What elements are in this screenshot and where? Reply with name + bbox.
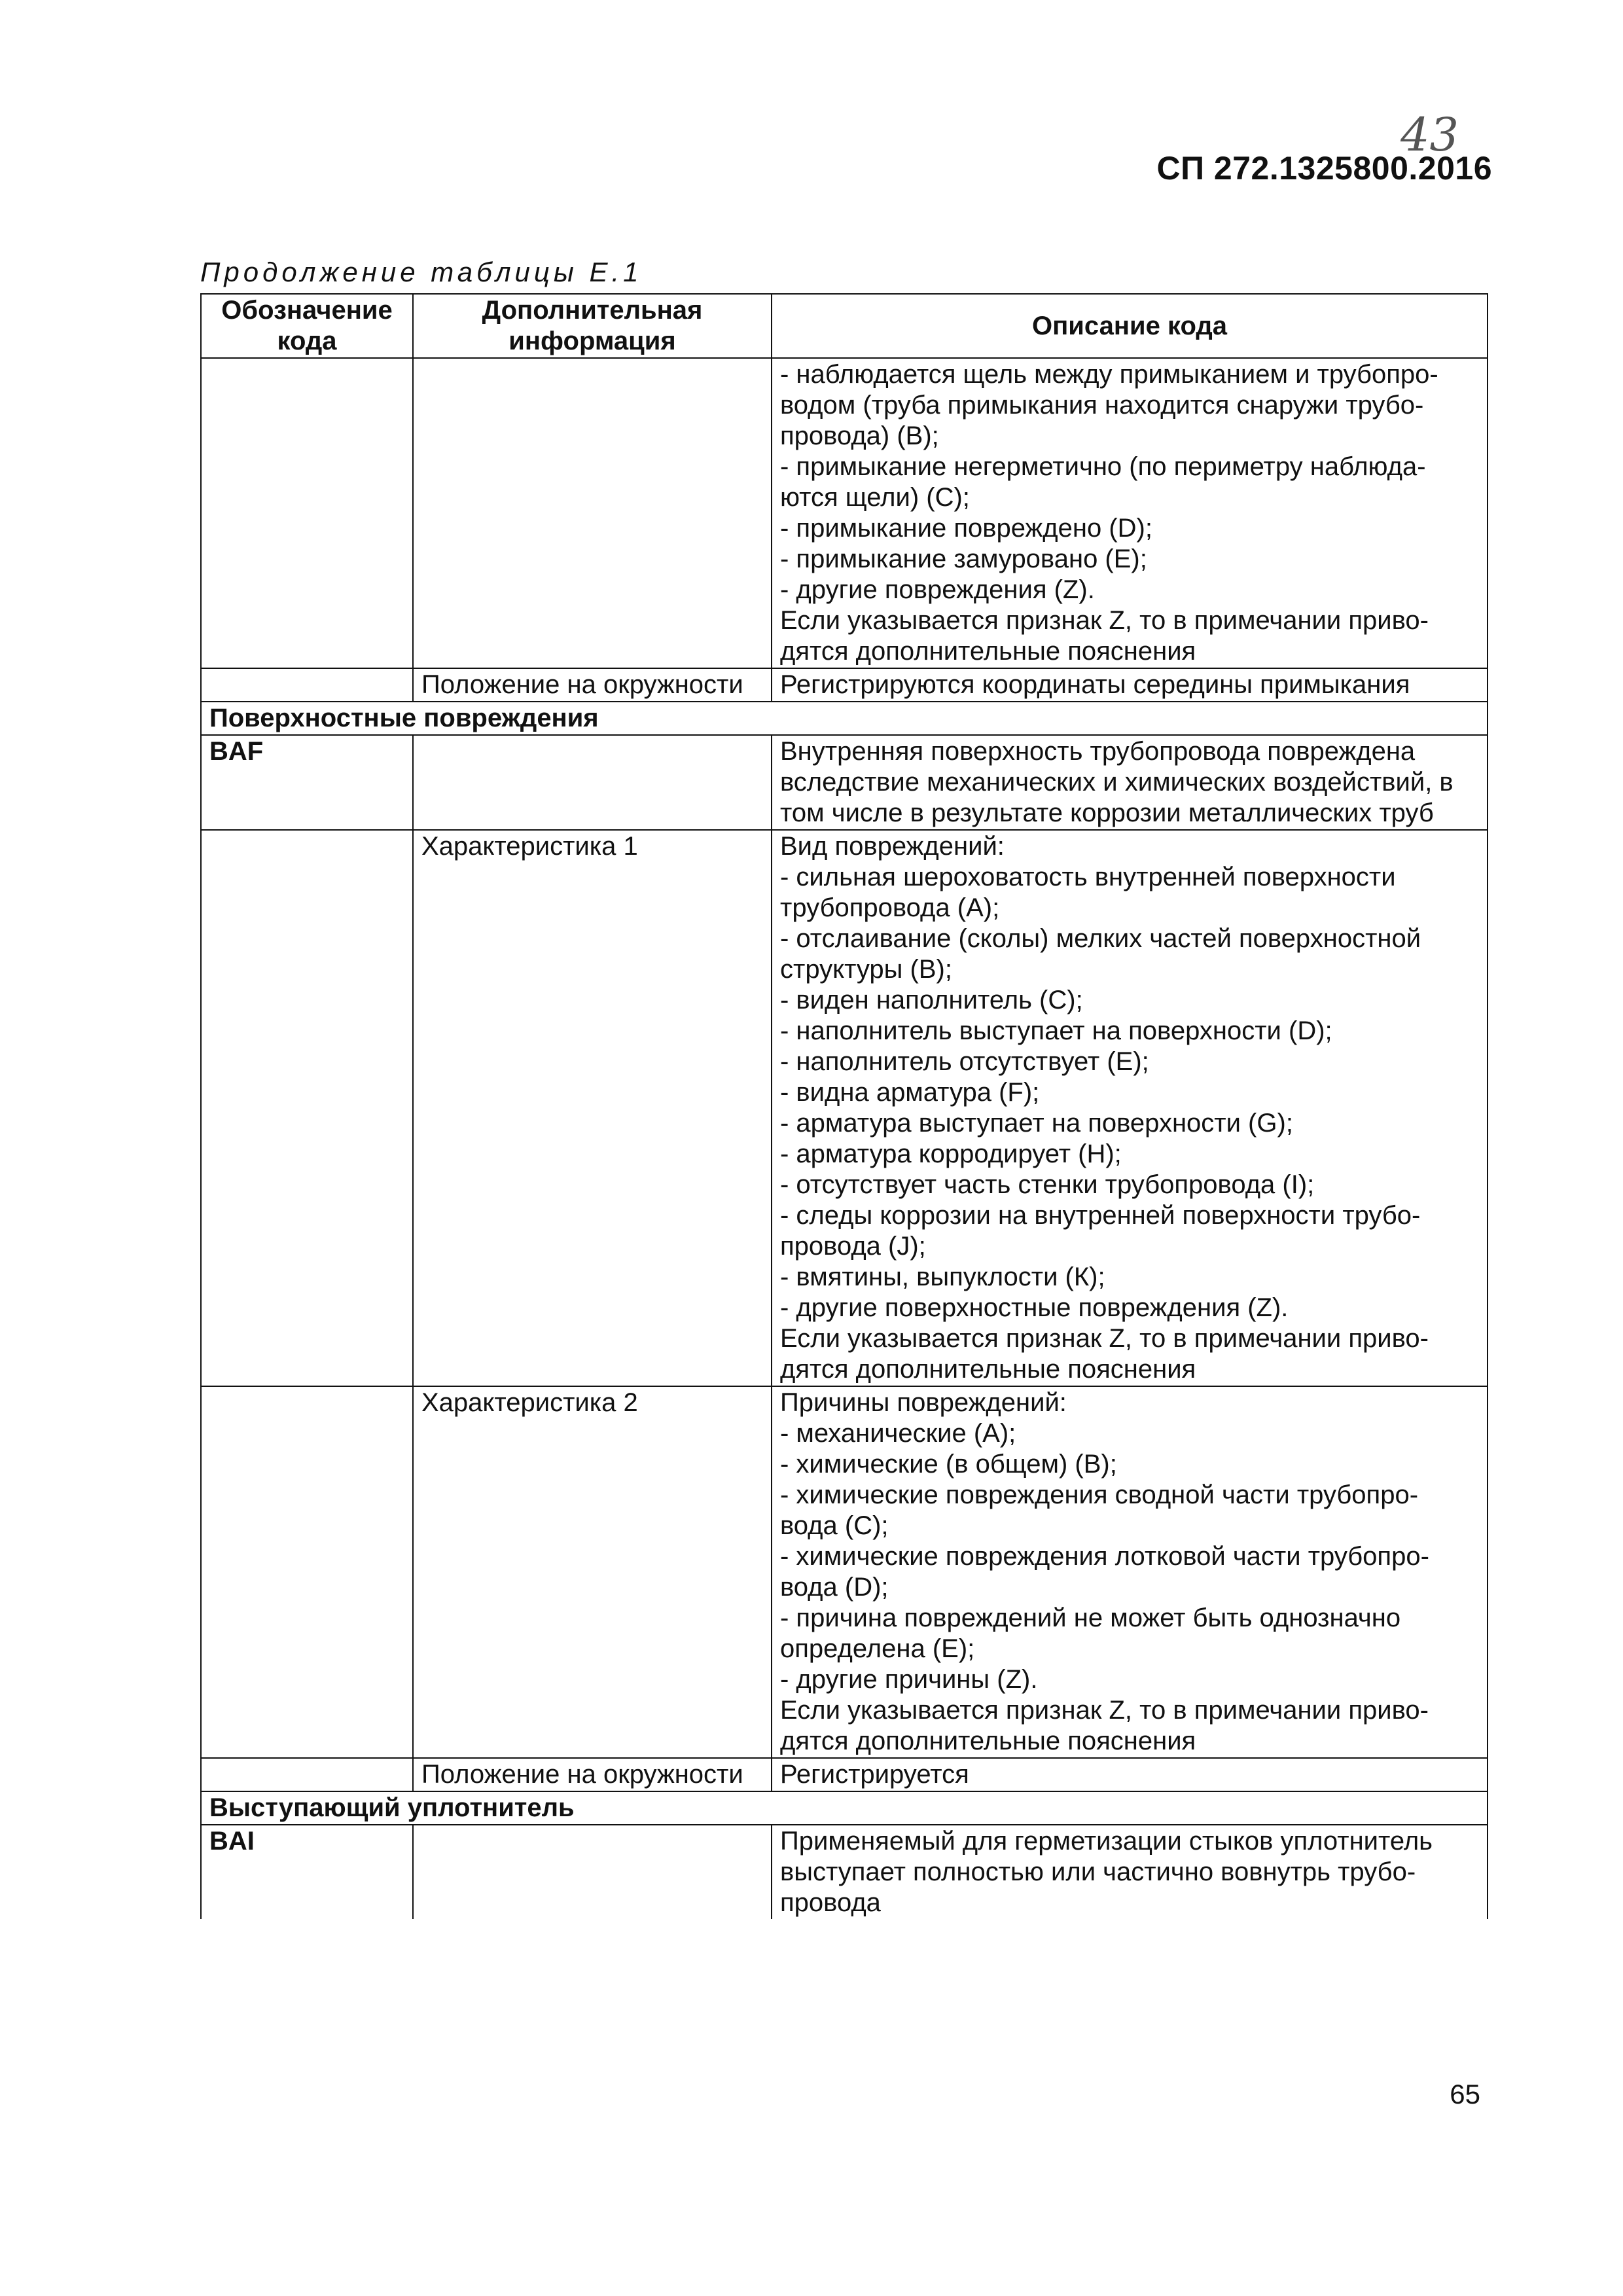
header-extra-line: Дополнительная [482, 296, 703, 325]
description-cell [772, 1386, 1488, 1758]
table-row-characteristic-1 [201, 830, 1488, 1386]
description-line: - механические (А); [780, 1419, 1016, 1448]
section-title: Выступающий уплотнитель [201, 1791, 1488, 1825]
codes-table [200, 293, 1488, 1919]
description-line: структуры (В); [780, 955, 952, 984]
description-line: - арматура корродирует (Н); [780, 1139, 1122, 1168]
table-row-position [201, 1758, 1488, 1791]
document-code: СП 272.1325800.2016 [1156, 150, 1492, 187]
description-line: дятся дополнительные пояснения [780, 1355, 1196, 1384]
description-cell [772, 358, 1488, 668]
description-cell: Регистрируется [772, 1758, 1488, 1791]
code-cell [201, 1758, 413, 1791]
description-line: Причины повреждений: [780, 1388, 1067, 1417]
table-row-characteristic-2 [201, 1386, 1488, 1758]
description-line: выступает полностью или частично вовнутрь трубо- [780, 1857, 1416, 1886]
table-row-baf [201, 735, 1488, 830]
header-extra-info [413, 294, 772, 358]
description-line: провода) (В); [780, 422, 939, 450]
description-line: - другие поверхностные повреждения (Z). [780, 1293, 1289, 1322]
description-cell: Регистрируются координаты середины примыкания [772, 668, 1488, 702]
description-line: - другие причины (Z). [780, 1665, 1038, 1694]
code-cell [201, 830, 413, 1386]
table-caption: Продолжение таблицы Е.1 [200, 257, 643, 287]
description-line: вследствие механических и химических воздействий, в [780, 768, 1454, 797]
description-line: определена (Е); [780, 1634, 975, 1663]
description-line: вода (D); [780, 1573, 889, 1602]
code-cell: BAF [201, 735, 413, 830]
description-line: - химические повреждения лотковой части трубопро- [780, 1542, 1429, 1571]
header-code-line: кода [277, 327, 337, 355]
description-line: - наблюдается щель между примыканием и трубопро- [780, 360, 1438, 389]
table-row-continued [201, 358, 1488, 668]
description-line: - видна арматура (F); [780, 1078, 1040, 1107]
description-line: - примыкание замуровано (Е); [780, 545, 1147, 573]
description-line: - примыкание повреждено (D); [780, 514, 1152, 543]
description-line: - примыкание негерметично (по периметру наблюда- [780, 452, 1426, 481]
section-row [201, 1791, 1488, 1825]
table-row-bai [201, 1825, 1488, 1919]
extra-cell: Характеристика 2 [413, 1386, 772, 1758]
description-cell [772, 830, 1488, 1386]
description-line: - химические (в общем) (В); [780, 1450, 1117, 1479]
section-title: Поверхностные повреждения [201, 702, 1488, 735]
description-line: - сильная шероховатость внутренней поверхности [780, 863, 1396, 891]
page-number: 65 [1450, 2079, 1480, 2109]
description-line: Вид повреждений: [780, 832, 1005, 861]
extra-cell [413, 1825, 772, 1919]
header-description: Описание кода [772, 294, 1488, 358]
description-line: - причина повреждений не может быть однозначно [780, 1604, 1401, 1632]
description-line: - следы коррозии на внутренней поверхности трубо- [780, 1201, 1421, 1230]
description-line: дятся дополнительные пояснения [780, 1727, 1196, 1755]
description-line: дятся дополнительные пояснения [780, 637, 1196, 666]
description-line: - химические повреждения сводной части трубопро- [780, 1480, 1419, 1509]
description-line: вода (С); [780, 1511, 889, 1540]
description-line: - отслаивание (сколы) мелких частей поверхностной [780, 924, 1421, 953]
description-line: - другие повреждения (Z). [780, 575, 1095, 604]
description-line: - наполнитель выступает на поверхности (D); [780, 1016, 1332, 1045]
code-cell: BAI [201, 1825, 413, 1919]
extra-cell [413, 735, 772, 830]
description-line: Внутренняя поверхность трубопровода повреждена [780, 737, 1416, 766]
description-line: - наполнитель отсутствует (Е); [780, 1047, 1149, 1076]
description-line: Если указывается признак Z, то в примечании приво- [780, 1324, 1429, 1353]
header-code-line: Обозначение [221, 296, 393, 325]
description-line: трубопровода (А); [780, 893, 1000, 922]
section-row [201, 702, 1488, 735]
description-line: провода (J); [780, 1232, 926, 1261]
header-extra-line: информация [508, 327, 676, 355]
table-header-row [201, 294, 1488, 358]
description-line: - отсутствует часть стенки трубопровода (I); [780, 1170, 1315, 1199]
description-line: водом (труба примыкания находится снаружи трубо- [780, 391, 1424, 420]
description-line: ются щели) (С); [780, 483, 970, 512]
code-cell [201, 1386, 413, 1758]
description-line: том числе в результате коррозии металлических труб [780, 798, 1434, 827]
description-line: провода [780, 1888, 881, 1917]
code-cell [201, 358, 413, 668]
description-cell [772, 735, 1488, 830]
header-code [201, 294, 413, 358]
extra-cell: Положение на окружности [413, 668, 772, 702]
description-line: Если указывается признак Z, то в примечании приво- [780, 606, 1429, 635]
code-cell [201, 668, 413, 702]
description-cell [772, 1825, 1488, 1919]
extra-cell: Положение на окружности [413, 1758, 772, 1791]
description-line: Если указывается признак Z, то в примечании приво- [780, 1696, 1429, 1725]
extra-cell: Характеристика 1 [413, 830, 772, 1386]
table-row-position [201, 668, 1488, 702]
description-line: - арматура выступает на поверхности (G); [780, 1109, 1293, 1138]
description-line: - виден наполнитель (С); [780, 986, 1083, 1014]
handwritten-page-mark: 43 [1400, 108, 1459, 162]
extra-cell [413, 358, 772, 668]
description-line: Применяемый для герметизации стыков уплотнитель [780, 1827, 1433, 1856]
description-line: - вмятины, выпуклости (К); [780, 1263, 1105, 1291]
